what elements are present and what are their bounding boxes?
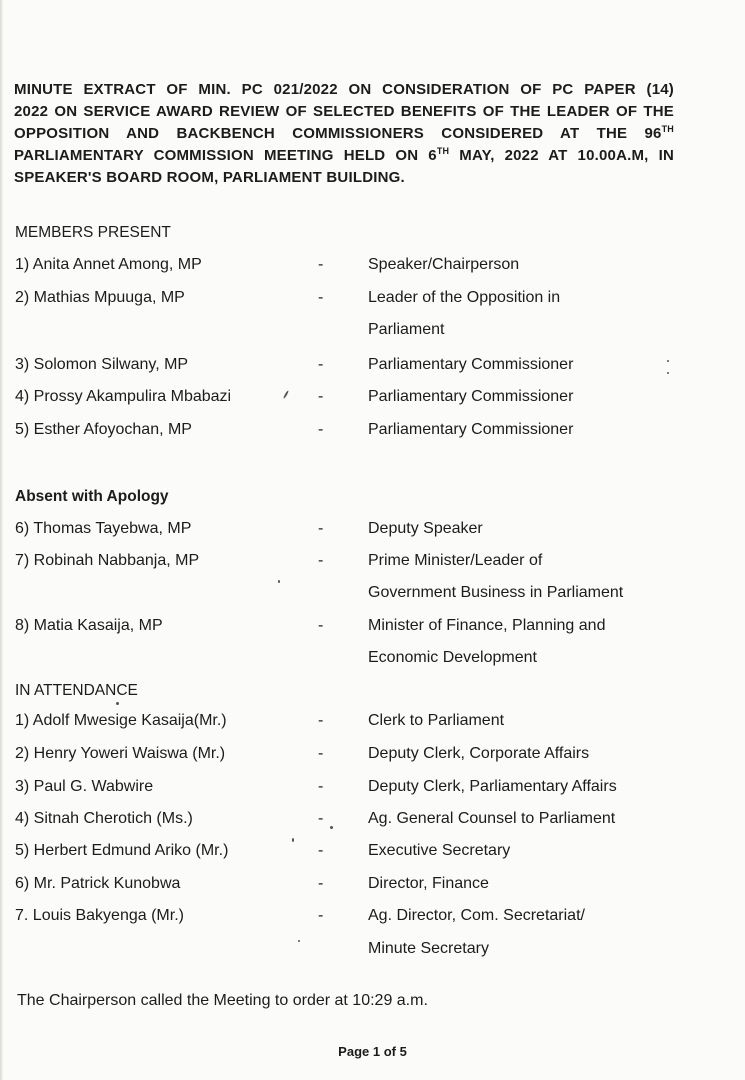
in-attendance-title: IN ATTENDANCE bbox=[15, 682, 138, 699]
member-name: 6) Thomas Tayebwa, MP bbox=[15, 520, 192, 537]
attendance-row bbox=[0, 907, 745, 939]
separator-dash: - bbox=[318, 421, 324, 438]
heading-line-5: SPEAKER'S BOARD ROOM, PARLIAMENT BUILDING. bbox=[14, 169, 405, 186]
attendance-row bbox=[0, 745, 745, 777]
member-row bbox=[0, 356, 745, 388]
scan-speck bbox=[298, 940, 300, 942]
member-row bbox=[0, 289, 745, 321]
member-name: 8) Matia Kasaija, MP bbox=[15, 617, 163, 634]
members-present-title: MEMBERS PRESENT bbox=[15, 224, 171, 241]
member-role: Minister of Finance, Planning and bbox=[368, 617, 606, 634]
separator-dash: - bbox=[318, 745, 324, 762]
attendance-row bbox=[0, 712, 745, 744]
attendee-name: 1) Adolf Mwesige Kasaija(Mr.) bbox=[15, 712, 227, 729]
attendee-name: 3) Paul G. Wabwire bbox=[15, 778, 154, 795]
member-name: 7) Robinah Nabbanja, MP bbox=[15, 552, 200, 569]
heading-line-4-sup: TH bbox=[436, 146, 450, 156]
member-name: 2) Mathias Mpuuga, MP bbox=[15, 289, 185, 306]
member-role: Government Business in Parliament bbox=[368, 584, 624, 601]
separator-dash: - bbox=[318, 289, 324, 306]
heading-line-1: MINUTE EXTRACT OF MIN. PC 021/2022 ON CONSIDERATION OF PC PAPER (14) bbox=[14, 81, 674, 98]
heading-line-3 bbox=[14, 123, 674, 145]
attendee-name: 7. Louis Bakyenga (Mr.) bbox=[15, 907, 184, 924]
scan-speck bbox=[667, 360, 669, 362]
member-role: Prime Minister/Leader of bbox=[368, 552, 543, 569]
heading-line-3-text: OPPOSITION AND BACKBENCH COMMISSIONERS CONSIDERED AT THE 96 bbox=[14, 125, 662, 142]
scan-speck bbox=[292, 838, 294, 842]
separator-dash: - bbox=[318, 388, 324, 405]
member-name: 1) Anita Annet Among, MP bbox=[15, 256, 202, 273]
closing-statement: The Chairperson called the Meeting to order at 10:29 a.m. bbox=[17, 992, 428, 1009]
scan-speck bbox=[116, 702, 119, 705]
member-row-continuation bbox=[0, 321, 745, 353]
member-role: Parliamentary Commissioner bbox=[368, 421, 574, 438]
member-role: Parliamentary Commissioner bbox=[368, 388, 574, 405]
separator-dash: - bbox=[318, 875, 324, 892]
attendee-role: Deputy Clerk, Corporate Affairs bbox=[368, 745, 590, 762]
absent-row bbox=[0, 617, 745, 649]
member-role: Leader of the Opposition in bbox=[368, 289, 561, 306]
attendee-role: Ag. Director, Com. Secretariat/ bbox=[368, 907, 585, 924]
absent-row-continuation bbox=[0, 649, 745, 681]
scan-speck bbox=[278, 580, 280, 583]
member-role: Speaker/Chairperson bbox=[368, 256, 520, 273]
separator-dash: - bbox=[318, 520, 324, 537]
absent-row bbox=[0, 520, 745, 552]
separator-dash: - bbox=[318, 712, 324, 729]
attendance-row bbox=[0, 842, 745, 874]
attendance-row bbox=[0, 778, 745, 810]
member-role: Deputy Speaker bbox=[368, 520, 483, 537]
attendee-role: Ag. General Counsel to Parliament bbox=[368, 810, 616, 827]
member-role: Parliamentary Commissioner bbox=[368, 356, 574, 373]
heading-line-4-text-b: MAY, 2022 AT 10.00A.M, IN bbox=[449, 147, 674, 164]
separator-dash: - bbox=[318, 552, 324, 569]
separator-dash: - bbox=[318, 842, 324, 859]
page-number: Page 1 of 5 bbox=[338, 1044, 407, 1059]
member-row bbox=[0, 421, 745, 453]
heading-line-2: 2022 ON SERVICE AWARD REVIEW OF SELECTED BENEFITS OF THE LEADER OF THE bbox=[14, 103, 674, 120]
absent-row bbox=[0, 552, 745, 584]
attendee-role: Minute Secretary bbox=[368, 940, 489, 957]
attendee-name: 2) Henry Yoweri Waiswa (Mr.) bbox=[15, 745, 226, 762]
heading-line-4-text-a: PARLIAMENTARY COMMISSION MEETING HELD ON 6 bbox=[14, 147, 437, 164]
attendee-role: Deputy Clerk, Parliamentary Affairs bbox=[368, 778, 617, 795]
separator-dash: - bbox=[318, 356, 324, 373]
separator-dash: - bbox=[318, 778, 324, 795]
heading-line-4 bbox=[14, 145, 674, 167]
attendee-role: Clerk to Parliament bbox=[368, 712, 505, 729]
member-role: Economic Development bbox=[368, 649, 537, 666]
member-row bbox=[0, 256, 745, 288]
separator-dash: - bbox=[318, 810, 324, 827]
absent-title: Absent with Apology bbox=[15, 488, 169, 505]
attendee-role: Director, Finance bbox=[368, 875, 489, 892]
attendance-row bbox=[0, 875, 745, 907]
separator-dash: - bbox=[318, 907, 324, 924]
member-name: 4) Prossy Akampulira Mbabazi bbox=[15, 388, 232, 405]
separator-dash: - bbox=[318, 617, 324, 634]
attendee-name: 4) Sitnah Cherotich (Ms.) bbox=[15, 810, 193, 827]
heading-line-3-sup: TH bbox=[661, 124, 674, 134]
separator-dash: - bbox=[318, 256, 324, 273]
attendee-role: Executive Secretary bbox=[368, 842, 511, 859]
member-role: Parliament bbox=[368, 321, 445, 338]
attendance-row bbox=[0, 810, 745, 842]
absent-row-continuation bbox=[0, 584, 745, 616]
scan-speck bbox=[667, 372, 669, 374]
member-name: 5) Esther Afoyochan, MP bbox=[15, 421, 192, 438]
minute-extract-heading bbox=[14, 79, 674, 189]
attendee-name: 6) Mr. Patrick Kunobwa bbox=[15, 875, 181, 892]
attendee-name: 5) Herbert Edmund Ariko (Mr.) bbox=[15, 842, 229, 859]
member-row bbox=[0, 388, 745, 420]
attendance-row-continuation bbox=[0, 940, 745, 972]
member-name: 3) Solomon Silwany, MP bbox=[15, 356, 189, 373]
scan-speck bbox=[330, 826, 333, 829]
